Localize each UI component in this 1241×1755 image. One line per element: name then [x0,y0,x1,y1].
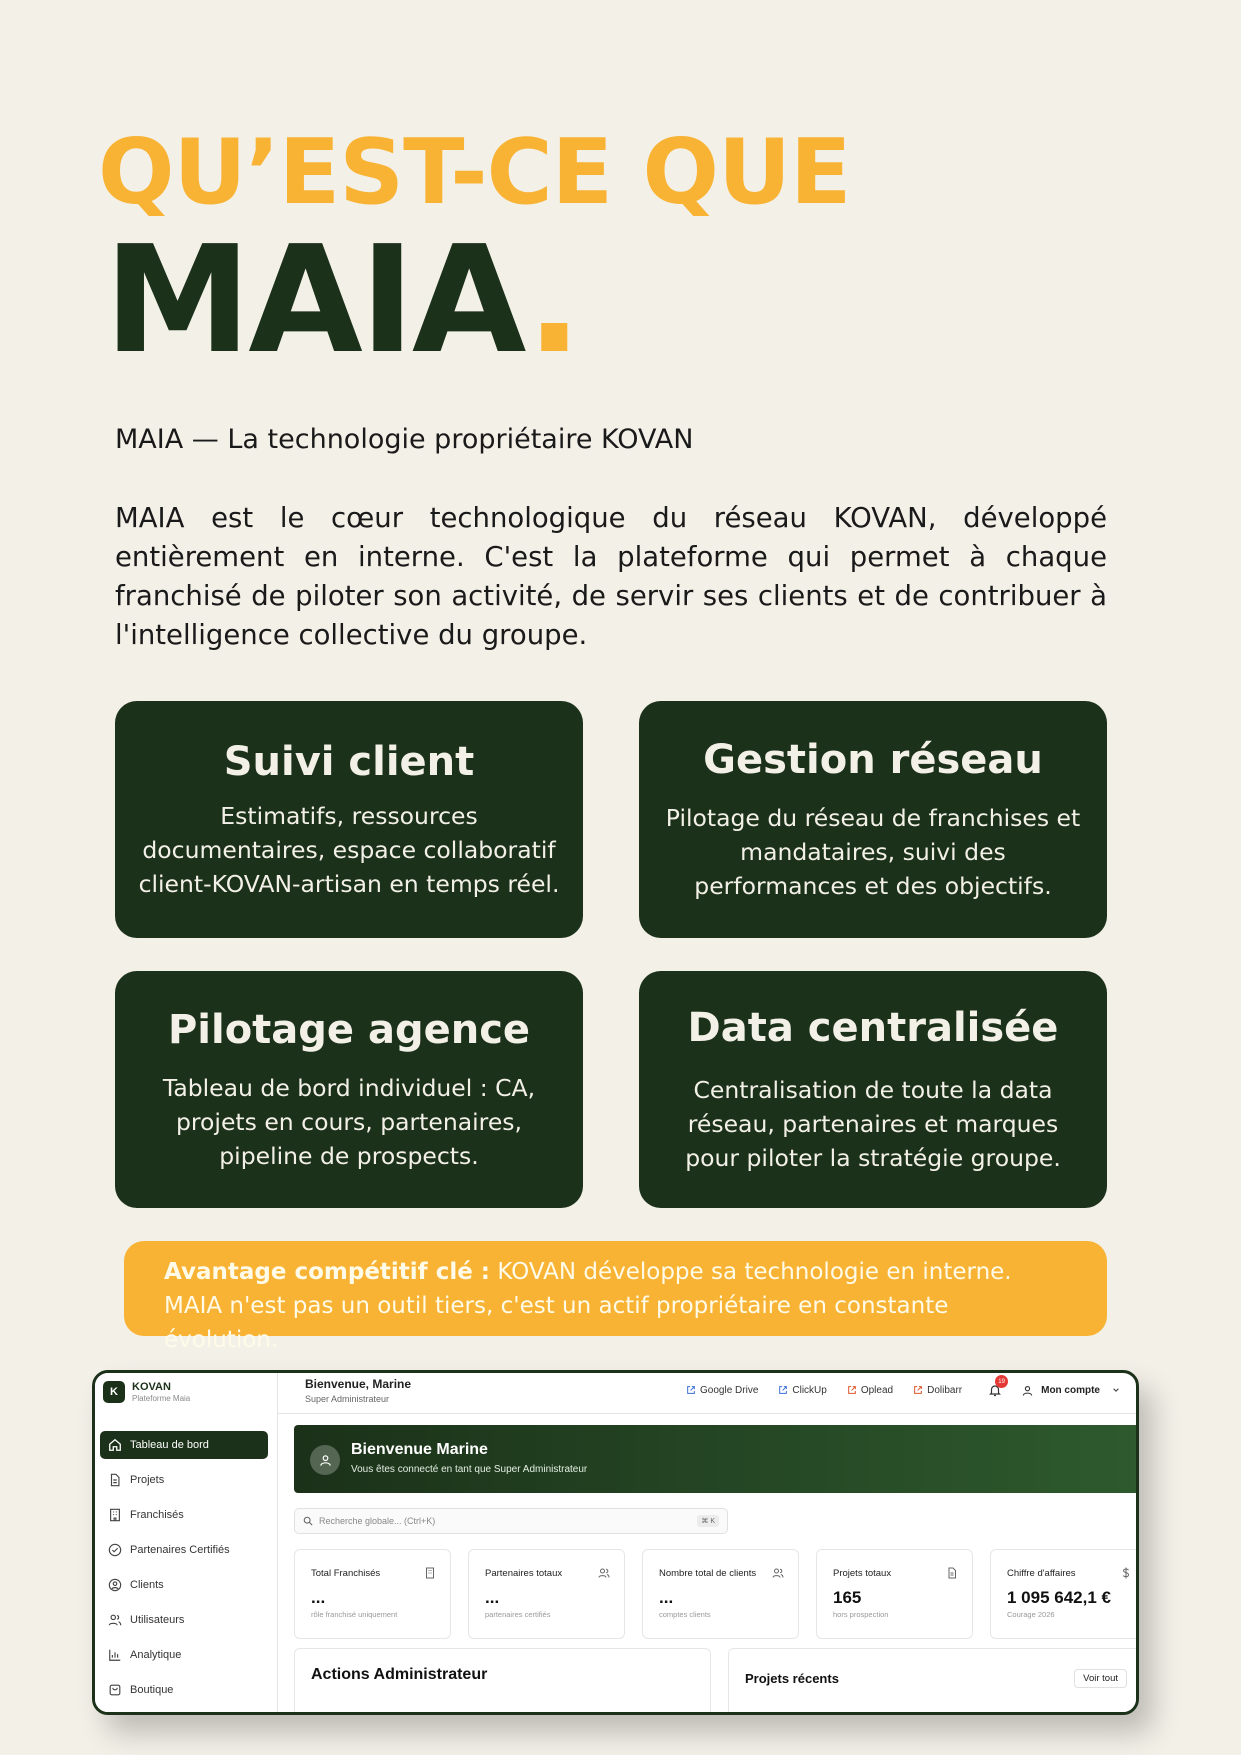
sidebar-item-label: Franchisés [130,1509,184,1521]
user-icon [1022,1385,1033,1396]
topbar [278,1373,1136,1414]
building-icon [108,1508,122,1522]
external-link-icon [778,1385,788,1395]
link-clickup[interactable] [778,1385,826,1396]
notification-badge: 19 [995,1375,1008,1388]
banner-subtitle: Vous êtes connecté en tant que Super Administrateur [351,1464,588,1475]
users-icon [598,1567,610,1579]
stat-card-projets[interactable] [816,1549,973,1639]
sidebar-item-boutique[interactable] [100,1676,268,1704]
card-title: Suivi client [223,738,475,785]
sidebar-item-partenaires-certifies[interactable] [100,1536,268,1564]
sidebar-item-label: Tableau de bord [130,1439,209,1451]
card-data-centralisee [639,971,1107,1208]
subtitle: MAIA — La technologie propriétaire KOVAN [115,424,694,455]
sidebar-item-tableau-de-bord[interactable] [100,1431,268,1459]
callout-text: KOVAN développe sa technologie en interne. MAIA n'est pas un outil tiers, c'est un actif propriétaire en constante évolution. [164,1259,1012,1353]
card-text: Tableau de bord individuel : CA, projets en cours, partenaires, pipeline de prospects. [162,1073,536,1170]
welcome-heading: Bienvenue, Marine [305,1377,412,1391]
intro-paragraph: MAIA est le cœur technologique du réseau KOVAN, développé entièrement en interne. C'est la plateforme qui permet à chaque franchisé de piloter son activité, de servir ses clients et de contribuer à l'intelligence collective du groupe. [115,502,1107,651]
document-icon [946,1567,958,1579]
stat-note: comptes clients [659,1610,711,1619]
dollar-icon [1120,1567,1132,1579]
stat-value: ... [659,1588,674,1607]
card-gestion-reseau [639,701,1107,938]
dashboard-screenshot [92,1370,1139,1715]
stat-value: 165 [833,1588,862,1607]
document-icon [108,1473,122,1487]
title-dot: . [526,214,580,386]
external-link-icon [847,1385,857,1395]
sidebar [95,1373,278,1712]
account-menu[interactable] [1022,1385,1128,1396]
card-title: Pilotage agence [167,1006,531,1053]
panel-title: Actions Administrateur [311,1666,488,1683]
card-text: Pilotage du réseau de franchises et mandataires, suivi des performances et des objectifs. [665,803,1081,900]
stat-value: ... [485,1588,500,1607]
sidebar-item-clients[interactable] [100,1571,268,1599]
panel-title: Projets récents [745,1671,839,1686]
sidebar-nav [100,1431,268,1711]
sidebar-item-label: Boutique [130,1684,174,1696]
stat-label: Nombre total de clients [659,1568,757,1579]
shopping-bag-icon [108,1683,122,1697]
card-title: Data centralisée [687,1004,1059,1051]
stat-card-clients[interactable] [642,1549,799,1639]
link-google-drive[interactable] [686,1385,758,1396]
chevron-down-icon [1112,1386,1120,1394]
brand-logo: K [103,1381,125,1403]
admin-actions-panel [294,1648,711,1715]
external-link-icon [686,1385,696,1395]
welcome-banner [294,1425,1139,1493]
stat-card-chiffre-affaires[interactable] [990,1549,1139,1639]
competitive-advantage-callout [124,1241,1107,1353]
sidebar-item-franchises[interactable] [100,1501,268,1529]
sidebar-item-projets[interactable] [100,1466,268,1494]
sidebar-item-analytique[interactable] [100,1641,268,1669]
notifications-button[interactable] [988,1378,1005,1397]
sidebar-item-label: Clients [130,1579,164,1591]
users-icon [108,1613,122,1627]
callout-label: Avantage compétitif clé : [164,1259,491,1285]
home-icon [108,1438,122,1452]
see-all-button[interactable]: Voir tout [1074,1669,1127,1688]
building-icon [424,1567,436,1579]
link-dolibarr[interactable] [913,1385,962,1396]
search-icon [303,1516,313,1526]
link-label: ClickUp [792,1384,827,1396]
card-text: Centralisation de toute la data réseau, partenaires et marques pour piloter la stratégie groupe. [685,1075,1061,1172]
stat-note: hors prospection [833,1610,889,1619]
sidebar-item-label: Partenaires Certifiés [130,1544,230,1556]
user-circle-icon [108,1578,122,1592]
link-oplead[interactable] [847,1385,893,1396]
top-links [666,1378,1128,1397]
brand-subtitle: Plateforme Maia [132,1394,191,1403]
avatar [310,1445,340,1475]
card-suivi-client [115,701,583,938]
page-title [104,214,580,386]
heading-kicker: QU’EST-CE QUE [98,120,851,225]
stat-note: partenaires certifiés [485,1610,551,1619]
account-label: Mon compte [1041,1384,1100,1396]
sidebar-item-label: Projets [130,1474,165,1486]
sidebar-item-label: Analytique [130,1649,182,1661]
link-label: Google Drive [700,1384,759,1396]
link-label: Oplead [860,1384,894,1396]
bar-chart-icon [108,1648,122,1662]
brand[interactable] [103,1381,190,1403]
stat-note: Courage 2026 [1007,1610,1055,1619]
stat-label: Partenaires totaux [485,1568,563,1579]
card-title: Gestion réseau [703,736,1043,783]
card-pilotage-agence [115,971,583,1208]
search-shortcut: ⌘ K [697,1515,719,1527]
brand-name: KOVAN [132,1381,171,1393]
banner-title: Bienvenue Marine [351,1441,488,1458]
link-label: Dolibarr [927,1384,963,1396]
stat-value: 1 095 642,1 € [1007,1588,1111,1607]
user-icon [319,1454,332,1467]
user-role: Super Administrateur [305,1394,390,1404]
external-link-icon [913,1385,923,1395]
sidebar-item-utilisateurs[interactable] [100,1606,268,1634]
users-icon [772,1567,784,1579]
search-placeholder: Recherche globale... (Ctrl+K) [319,1516,436,1526]
search-input[interactable] [294,1508,728,1534]
stat-label: Chiffre d'affaires [1007,1568,1076,1579]
card-text: Estimatifs, ressources documentaires, espace collaboratif client-KOVAN-artisan en temps réel. [138,801,560,898]
stat-card-partenaires[interactable] [468,1549,625,1639]
stat-note: rôle franchisé uniquement [311,1610,398,1619]
stat-label: Total Franchisés [311,1568,381,1579]
check-circle-icon [108,1543,122,1557]
stat-value: ... [311,1588,326,1607]
title-text: MAIA [104,214,527,386]
sidebar-item-label: Utilisateurs [130,1614,185,1626]
stat-card-franchises[interactable] [294,1549,451,1639]
recent-projects-panel [728,1648,1139,1715]
stat-label: Projets totaux [833,1568,892,1579]
